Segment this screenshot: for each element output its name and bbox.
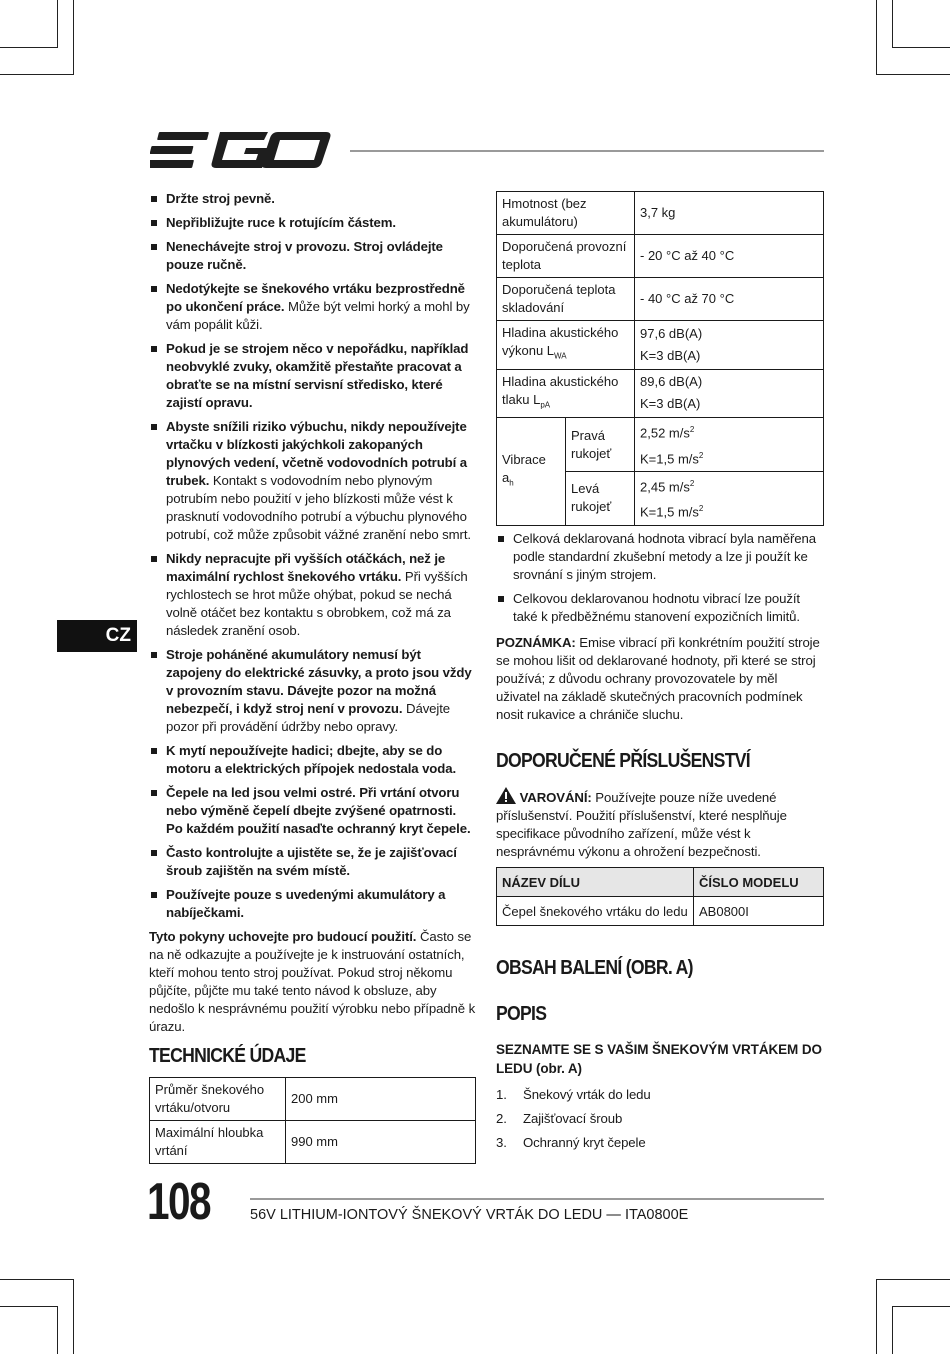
table-row	[497, 235, 824, 278]
list-item: 1. Šnekový vrták do ledu	[496, 1087, 651, 1102]
table-cell-value: 990 mm	[286, 1121, 476, 1164]
bullet-icon	[151, 424, 157, 430]
bullet-icon	[151, 850, 157, 856]
ego-logo	[150, 128, 332, 172]
table-header: NÁZEV DÍLU	[497, 868, 694, 897]
crop-mark	[73, 1279, 74, 1354]
table-cell-label: Maximální hloubka vrtání	[150, 1121, 286, 1164]
list-item: Často kontrolujte a ujistěte se, že je zajišťovací šroub zajištěn na svém místě.	[149, 844, 476, 880]
table-cell-value: 200 mm	[286, 1078, 476, 1121]
bullet-icon	[151, 892, 157, 898]
technical-table	[149, 1077, 476, 1164]
list-item: Stroje poháněné akumulátory nemusí být zapojeny do elektrické zásuvky, a proto jsou vždy v provozním stavu. Dávejte pozor na možná nebezpečí, i když stroj není v provozu. Dávejte pozor při provádění údržby nebo opravy.	[149, 646, 476, 736]
list-item: Celková deklarovaná hodnota vibrací byla naměřena podle standardní zkušební metody a lze ji použít ke srovnání s jiným strojem.	[496, 530, 824, 584]
list-item: Nepřibližujte ruce k rotujícím částem.	[149, 214, 476, 232]
list-item: Nedotýkejte se šnekového vrtáku bezprostředně po ukončení práce. Může být velmi horký a mohl by vám popálit kůži.	[149, 280, 476, 334]
list-item: 3. Ochranný kryt čepele	[496, 1135, 646, 1150]
list-item: Čepele na led jsou velmi ostré. Při vrtání otvoru nebo výměně čepelí dbejte zvýšené opatrnosti. Po každém použití nasaďte ochranný kryt čepele.	[149, 784, 476, 838]
list-item: Celkovou deklarovanou hodnotu vibrací lze použít také k předběžnému stanovení expozičních limitů.	[496, 590, 824, 626]
crop-mark	[876, 1279, 950, 1280]
bullet-icon	[151, 286, 157, 292]
table-cell-value: - 20 °C až 40 °C	[635, 235, 824, 278]
footer-rule	[250, 1198, 824, 1200]
table-row	[497, 897, 824, 926]
crop-mark	[0, 47, 58, 48]
table-row	[497, 192, 824, 235]
crop-mark	[0, 1306, 58, 1307]
bullet-icon	[498, 596, 504, 602]
table-cell-label: Hmotnost (bez akumulátoru)	[497, 192, 635, 235]
crop-mark	[73, 0, 74, 75]
list-item: Abyste snížili riziko výbuchu, nikdy nepoužívejte vrtačku v blízkosti jakýchkoli zakopaných plynových vedení, včetně vodovodních potrubí a trubek. Kontakt s vodovodním nebo plynovým potrubím nebo použití v jeho blízkosti může vést k prasknutí vodovodního potrubí a výbuchu plynového potrubí, což může způsobit vážné zranění nebo smrt.	[149, 418, 476, 544]
table-cell-value: 2,45 $m/s^2$ K=1,5 $m/s^2$	[635, 471, 824, 525]
table-row	[497, 418, 824, 472]
safety-list	[149, 190, 476, 922]
table-header-row	[497, 868, 824, 897]
table-row	[150, 1121, 476, 1164]
header-rule	[350, 150, 824, 152]
crop-mark	[892, 47, 950, 48]
crop-mark	[892, 1306, 950, 1307]
spec-table	[496, 191, 824, 526]
table-row	[497, 369, 824, 418]
table-row	[497, 278, 824, 321]
list-item: Pokud je se strojem něco v nepořádku, například neobvyklé zvuky, okamžitě přestaňte pracovat a obraťte se na místní servisní středisko, které zajistí opravu.	[149, 340, 476, 412]
crop-mark	[57, 0, 58, 48]
parts-list	[496, 1086, 824, 1152]
table-cell: AB0800I	[694, 897, 824, 926]
section-title-accessories: DOPORUČENÉ PŘÍSLUŠENSTVÍ	[496, 750, 750, 772]
table-cell-value: - 40 °C až 70 °C	[635, 278, 824, 321]
right-column	[496, 530, 824, 724]
table-cell-value: 3,7 kg	[635, 192, 824, 235]
crop-mark	[892, 0, 893, 48]
crop-mark	[0, 1279, 74, 1280]
section-title-contents: OBSAH BALENÍ (OBR. A)	[496, 957, 693, 979]
section-title-description: POPIS	[496, 1003, 547, 1025]
bullet-icon	[151, 220, 157, 226]
vibration-notes	[496, 530, 824, 626]
bullet-icon	[151, 196, 157, 202]
list-item: Nikdy nepracujte při vyšších otáčkách, než je maximální rychlost šnekového vrtáku. Při vyšších rychlostech se hrot může ohýbat, pokud se nechá volně otáčet bez kontaktu s obrobkem, což má za následek zranění osob.	[149, 550, 476, 640]
crop-mark	[876, 0, 877, 75]
list-item: K mytí nepoužívejte hadici; dbejte, aby se do motoru a elektrických přípojek nedostala voda.	[149, 742, 476, 778]
bullet-icon	[151, 790, 157, 796]
section-title-technical: TECHNICKÉ ÚDAJE	[149, 1045, 306, 1067]
know-title: SEZNAMTE SE S VAŠIM ŠNEKOVÝM VRTÁKEM DO LEDU (obr. A)	[496, 1042, 822, 1076]
table-cell-label: Vibrace $a_h$	[497, 418, 566, 525]
bullet-icon	[151, 652, 157, 658]
crop-mark	[876, 74, 950, 75]
crop-mark	[0, 74, 74, 75]
bullet-icon	[498, 536, 504, 542]
table-cell: Čepel šnekového vrtáku do ledu	[497, 897, 694, 926]
table-cell-label: Průměr šnekového vrtáku/otvoru	[150, 1078, 286, 1121]
table-cell-value: 89,6 dB(A) K=3 dB(A)	[635, 369, 824, 418]
table-row	[150, 1078, 476, 1121]
crop-mark	[57, 1306, 58, 1354]
table-cell-label: Doporučená provozní teplota	[497, 235, 635, 278]
bullet-icon	[151, 556, 157, 562]
know-section	[496, 1040, 824, 1158]
page-number: 108	[147, 1173, 210, 1231]
table-cell-label: Hladina akustického tlaku $L_{pA}$	[497, 369, 635, 418]
language-tab: CZ	[57, 620, 137, 652]
table-cell-label: Doporučená teplota skladování	[497, 278, 635, 321]
list-item: Držte stroj pevně.	[149, 190, 476, 208]
warning-paragraph	[496, 787, 824, 861]
table-cell-value: 2,52 $m/s^2$ K=1,5 $m/s^2$	[635, 418, 824, 472]
list-item: Nenechávejte stroj v provozu. Stroj ovládejte pouze ručně.	[149, 238, 476, 274]
table-cell-value: 97,6 dB(A) K=3 dB(A)	[635, 321, 824, 370]
keep-instructions-paragraph: Tyto pokyny uchovejte pro budoucí použití. Často se na ně odkazujte a používejte je k instruování ostatních, kteří mohou tento stroj používat. Pokud stroj někomu půjčíte, půjčte mu také tento návod k obsluze, aby nedošlo k nesprávnému použití výrobku nebo případně k úrazu.	[149, 929, 476, 1034]
crop-mark	[876, 1279, 877, 1354]
crop-mark	[892, 1306, 893, 1354]
table-cell-sublabel: Pravá rukojeť	[566, 418, 635, 472]
left-column	[149, 190, 476, 1036]
table-row	[497, 321, 824, 370]
bullet-icon	[151, 748, 157, 754]
warning-text: VAROVÁNÍ: Používejte pouze níže uvedené příslušenství. Použití příslušenství, které nesplňuje specifikace původního zařízení, může vést k nesprávnému výkonu a ohrožení bezpečnosti.	[496, 787, 824, 861]
table-header: ČÍSLO MODELU	[694, 868, 824, 897]
list-item: 2. Zajišťovací šroub	[496, 1111, 623, 1126]
accessory-table	[496, 867, 824, 926]
bullet-icon	[151, 244, 157, 250]
table-cell-sublabel: Levá rukojeť	[566, 471, 635, 525]
footer-title: 56V LITHIUM-IONTOVÝ ŠNEKOVÝ VRTÁK DO LEDU — ITA0800E	[250, 1207, 689, 1223]
warning-icon	[496, 787, 516, 804]
list-item: Používejte pouze s uvedenými akumulátory a nabíječkami.	[149, 886, 476, 922]
table-cell-label: Hladina akustického výkonu $L_{WA}$	[497, 321, 635, 370]
note-paragraph: POZNÁMKA: Emise vibrací při konkrétním použití stroje se mohou lišit od deklarované hodnoty, při které se stroj používá; z důvodu ochrany provozovatele by měl uživatel na základě skutečných pracovních podmínek nosit rukavice a chrániče sluchu.	[496, 635, 820, 722]
bullet-icon	[151, 346, 157, 352]
